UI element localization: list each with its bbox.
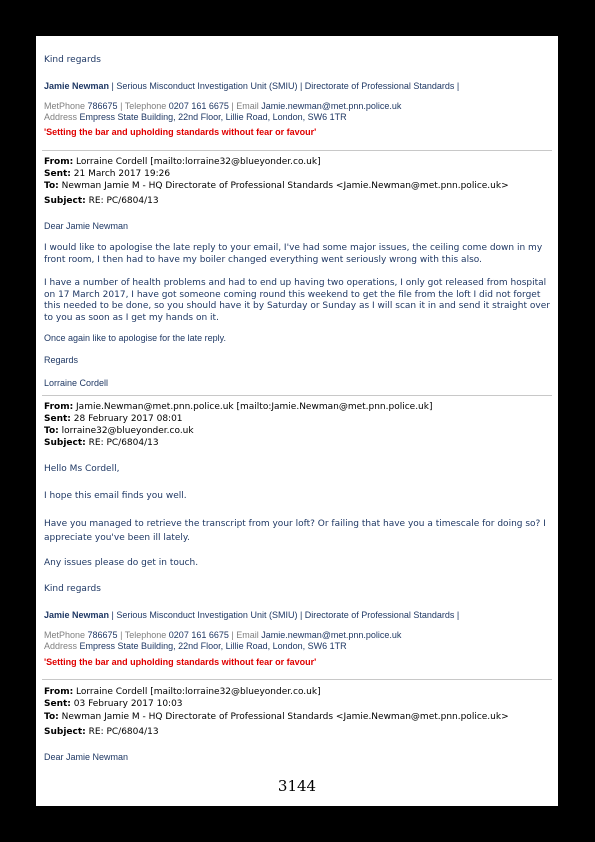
email1-greeting: Dear Jamie Newman [44,221,129,231]
email3-from: From: Lorraine Cordell [mailto:lorraine32@blueyonder.co.uk] [44,687,321,697]
email2-sent: Sent: 28 February 2017 08:01 [44,414,183,424]
email2-subject: Subject: RE: PC/6804/13 [44,438,159,448]
metphone-value: 786675 [87,630,118,640]
email2-from: From: Jamie.Newman@met.pnn.police.uk [mailto:Jamie.Newman@met.pnn.police.uk] [44,402,433,412]
email1-to: To: Newman Jamie M - HQ Directorate of Professional Standards <Jamie.Newman@met.pnn.police.uk> [44,181,509,191]
email1-paragraph-3: Once again like to apologise for the late reply. [44,333,226,343]
email1-subject: Subject: RE: PC/6804/13 [44,196,159,206]
page-number: 3144 [277,777,317,795]
signature-org: | Serious Misconduct Investigation Unit (SMIU) | Directorate of Professional Standards | [109,610,460,620]
telephone-label: | Telephone [117,101,169,111]
email-label: | Email [228,630,262,640]
email-label: | Email [228,101,262,111]
metphone-label: MetPhone [44,101,88,111]
email2-paragraph-2: Have you managed to retrieve the transcript from your loft? Or failing that have you a timescale for doing so? I appreciate you've been ill lately. [44,519,546,543]
email3-to: To: Newman Jamie M - HQ Directorate of Professional Standards <Jamie.Newman@met.pnn.police.uk> [44,712,509,722]
email3-subject: Subject: RE: PC/6804/13 [44,727,159,737]
email1-sent: Sent: 21 March 2017 19:26 [44,169,171,179]
email2-paragraph-1: I hope this email finds you well. [44,491,187,501]
address-label: Address [44,112,80,122]
address-value: Empress State Building, 22nd Floor, Lillie Road, London, SW6 1TR [79,112,347,122]
signature-address-line [44,112,347,123]
telephone-value: 0207 161 6675 [168,630,229,640]
email2-greeting: Hello Ms Cordell, [44,464,120,474]
signature-motto: 'Setting the bar and upholding standards without fear or favour' [44,127,317,137]
email3-greeting: Dear Jamie Newman [44,752,129,762]
email3-sent: Sent: 03 February 2017 10:03 [44,699,183,709]
closing-kind-regards: Kind regards [44,55,101,65]
signature-name-line [44,81,459,92]
signature-name: Jamie Newman [44,610,110,620]
divider [42,395,552,396]
metphone-label: MetPhone [44,630,88,640]
divider [42,679,552,680]
email1-regards: Regards [44,355,79,365]
email1-from: From: Lorraine Cordell [mailto:lorraine32@blueyonder.co.uk] [44,157,321,167]
signature-phone-line [44,630,401,641]
address-label: Address [44,641,80,651]
telephone-value: 0207 161 6675 [168,101,229,111]
signature-motto: 'Setting the bar and upholding standards without fear or favour' [44,657,317,667]
email1-signoff: Lorraine Cordell [44,378,109,388]
email1-paragraph-2: I have a number of health problems and had to end up having two operations, I only got released from hospital on 17 March 2017, I have got someone coming round this weekend to get the file from the loft I did not forget this needed to be done, so you should have it by Saturday or Sunday as I will scan it in and send it straight over to you as soon as I get my hands on it. [44,278,550,323]
metphone-value: 786675 [87,101,118,111]
email1-paragraph-1: I would like to apologise the late reply to your email, I've had some major issues, the ceiling come down in my front room, I then had to have my boiler changed everything went seriously wrong with this also. [44,243,543,265]
telephone-label: | Telephone [117,630,169,640]
email2-paragraph-3: Any issues please do get in touch. [44,558,199,568]
email-value[interactable]: Jamie.newman@met.pnn.police.uk [261,101,402,111]
email-value[interactable]: Jamie.newman@met.pnn.police.uk [261,630,402,640]
email2-to: To: lorraine32@blueyonder.co.uk [44,426,194,436]
divider [42,150,552,151]
signature-address-line [44,641,347,652]
signature-org: | Serious Misconduct Investigation Unit (SMIU) | Directorate of Professional Standards | [109,81,460,91]
signature-name: Jamie Newman [44,81,110,91]
document-page [36,36,558,806]
signature-phone-line [44,101,401,112]
signature-name-line [44,610,459,621]
closing-kind-regards: Kind regards [44,584,101,594]
address-value: Empress State Building, 22nd Floor, Lillie Road, London, SW6 1TR [79,641,347,651]
